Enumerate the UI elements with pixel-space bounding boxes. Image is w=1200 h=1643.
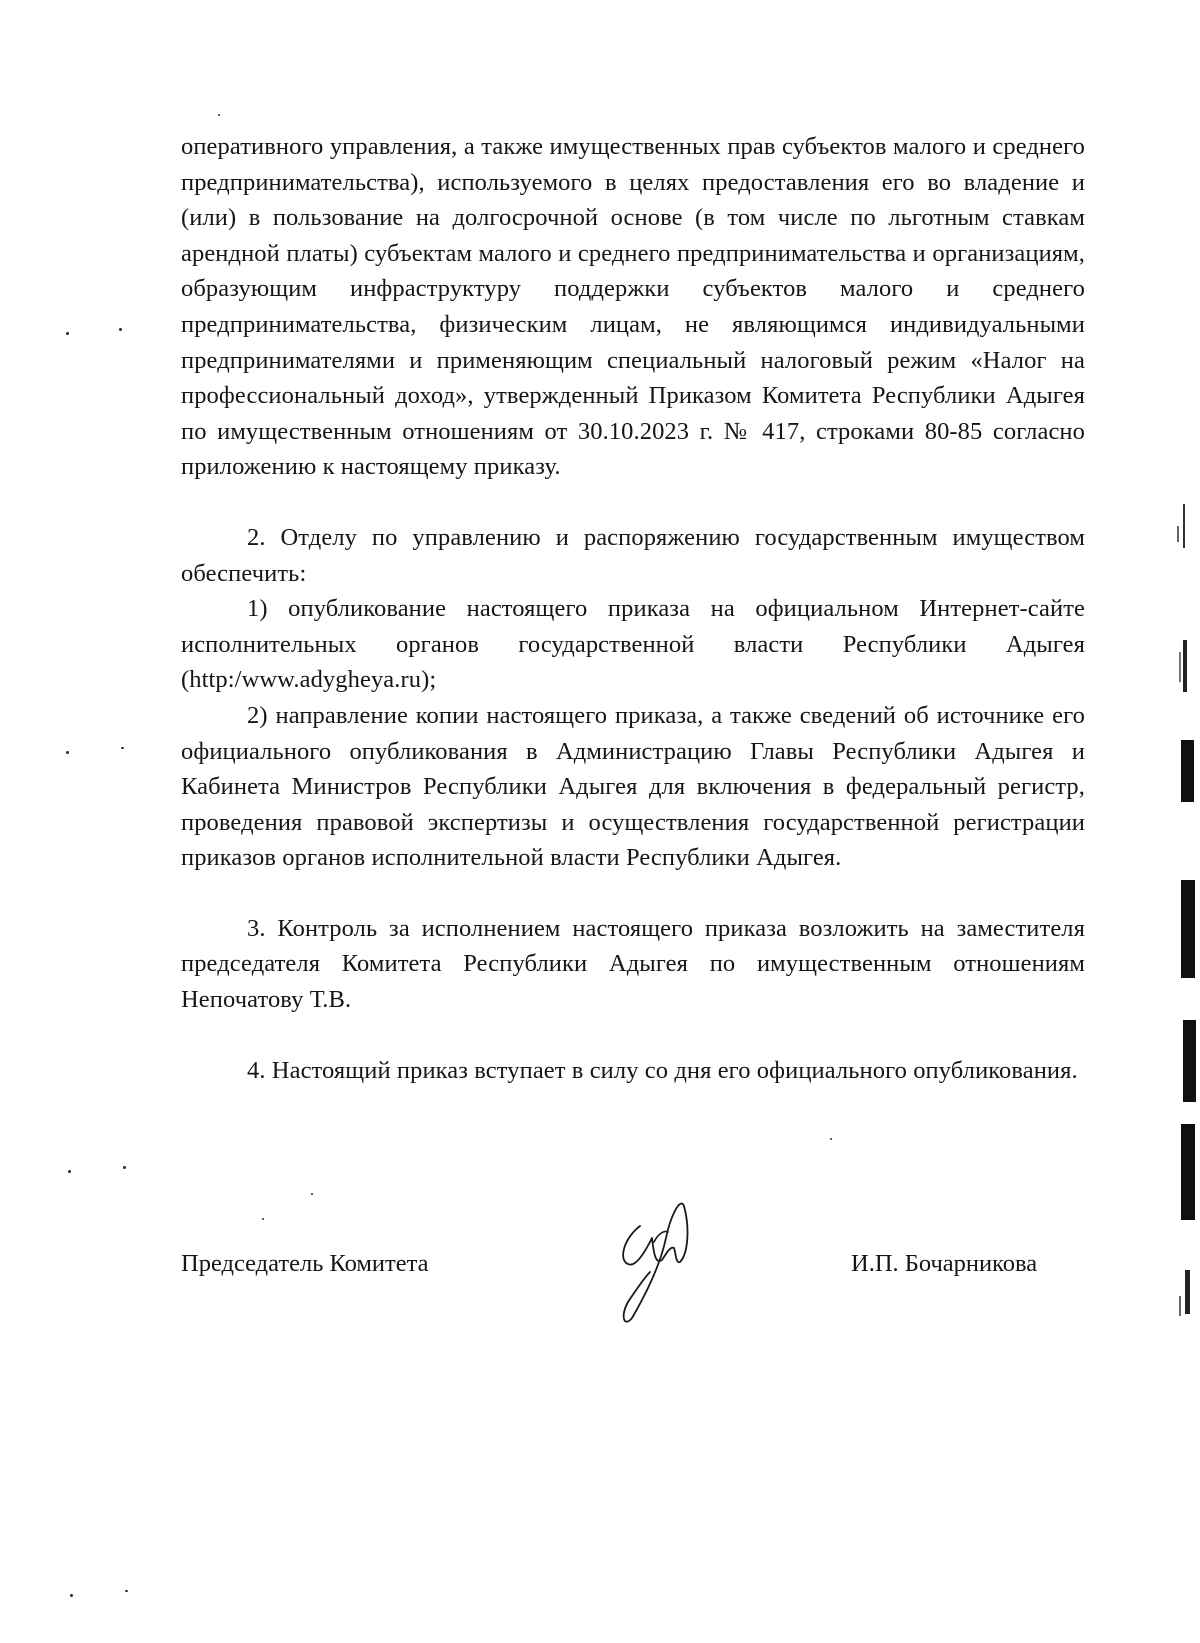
- scan-edge-mark: [1179, 1296, 1181, 1316]
- scan-speck: [125, 1590, 128, 1592]
- scan-speck: [830, 1138, 832, 1140]
- continuation-paragraph: оперативного управления, а также имущественных прав субъектов малого и среднего предпринимательства), используемого в целях предоставления его во владение и (или) в пользование на долгосрочной основе (в том числе по льготным ставкам арендной платы) субъектам малого и среднего предпринимательства и организациям, образующим инфраструктуру поддержки субъектов малого и среднего предпринимательства, физическим лицам, не являющимся индивидуальными предпринимателями и применяющим специальный налоговый режим «Налог на профессиональный доход», утвержденный Приказом Комитета Республики Адыгея по имущественным отношениям от 30.10.2023 г. № 417, строками 80-85 согласно приложению к настоящему приказу.: [181, 133, 1085, 481]
- scan-speck: [70, 1594, 73, 1597]
- scan-speck: [123, 1166, 126, 1169]
- item-2-subitem-1: 1) опубликование настоящего приказа на официальном Интернет-сайте исполнительных органов государственной власти Республики Адыгея (http:/www.adygheya.ru);: [181, 595, 1085, 694]
- scan-edge-mark: [1185, 1270, 1190, 1314]
- scan-speck: [66, 332, 69, 335]
- item-4: 4. Настоящий приказ вступает в силу со дня его официального опубликования.: [247, 1056, 1078, 1084]
- scan-speck: [311, 1193, 313, 1195]
- scan-edge-mark: [1181, 1124, 1195, 1220]
- item-2-intro: 2. Отделу по управлению и распоряжению государственным имуществом обеспечить:: [181, 523, 1085, 587]
- scan-speck: [218, 114, 220, 116]
- scan-speck: [66, 751, 69, 754]
- item-3: 3. Контроль за исполнением настоящего приказа возложить на заместителя председателя Комитета Республики Адыгея по имущественным отношениям Непочатову Т.В.: [181, 914, 1085, 1014]
- scan-edge-mark: [1181, 880, 1195, 978]
- signatory-title: Председатель Комитета: [181, 1250, 429, 1277]
- handwritten-signature: [610, 1198, 730, 1328]
- signatory-name: И.П. Бочарникова: [851, 1250, 1038, 1277]
- item-2-subitem-2: 2) направление копии настоящего приказа, а также сведений об источнике его официального опубликования в Администрацию Главы Республики Адыгея и Кабинета Министров Республики Адыгея для включения в федеральный регистр, проведения правовой экспертизы и осуществления государственной регистрации приказов органов исполнительной власти Республики Адыгея.: [181, 701, 1085, 872]
- scan-edge-mark: [1183, 640, 1187, 692]
- scan-speck: [121, 747, 124, 749]
- scan-edge-mark: [1177, 526, 1179, 542]
- document-body: [181, 129, 1085, 1088]
- scan-edge-mark: [1183, 504, 1185, 548]
- scan-edge-mark: [1181, 740, 1194, 802]
- scan-edge-mark: [1183, 1020, 1196, 1102]
- scan-edge-mark: [1179, 652, 1181, 682]
- scan-speck: [68, 1170, 71, 1173]
- scan-speck: [262, 1218, 264, 1220]
- scan-speck: [119, 328, 122, 331]
